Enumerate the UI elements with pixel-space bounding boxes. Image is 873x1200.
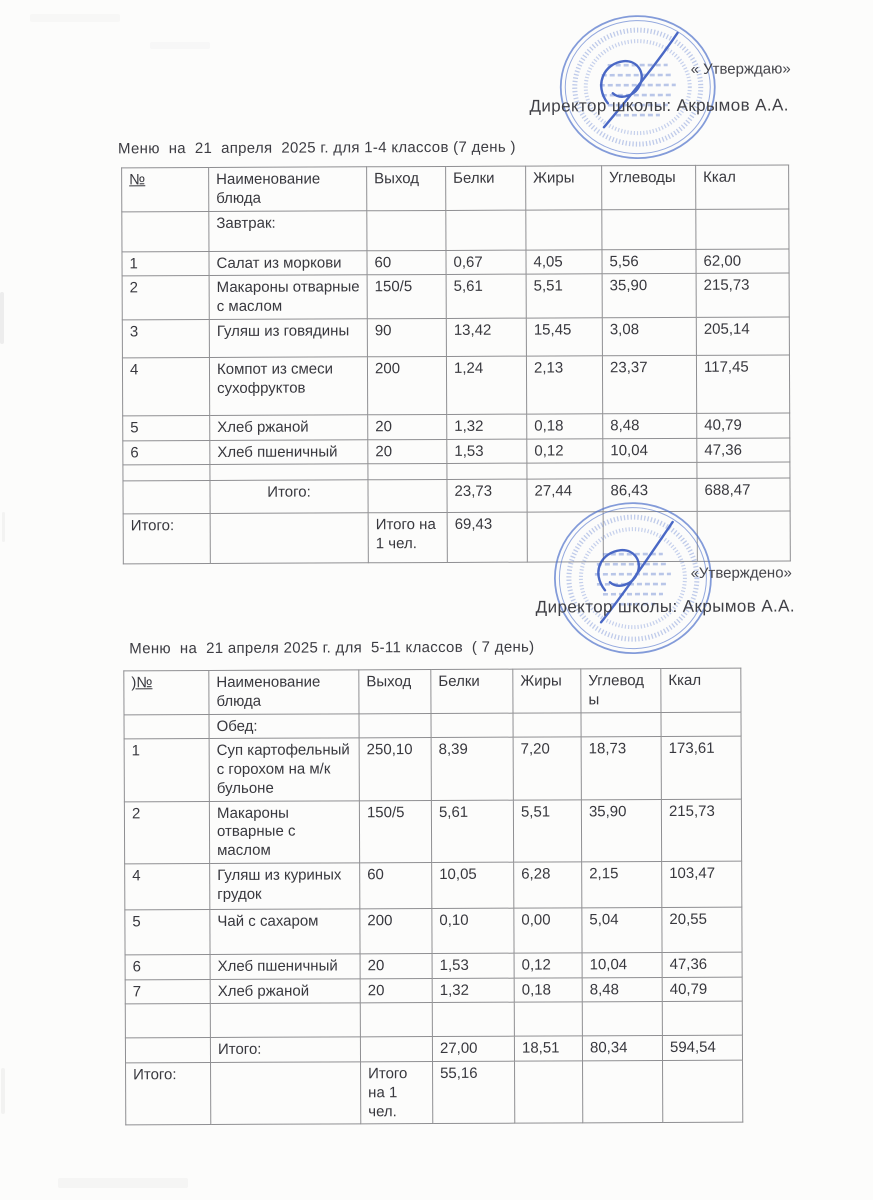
dish-number-cell: 7 — [125, 979, 210, 1004]
protein-cell: 1,32 — [447, 414, 527, 439]
portion-cell: 20 — [368, 439, 447, 464]
protein-cell: 23,73 — [447, 479, 527, 512]
carbs-cell: 35,90 — [602, 274, 696, 318]
dish-name-cell: Хлеб пшеничный — [210, 439, 368, 464]
table-header-row — [122, 165, 789, 211]
table-row — [124, 799, 741, 864]
table-row — [125, 907, 742, 955]
header-cell: Жиры — [513, 669, 581, 713]
carbs-cell: 8,48 — [582, 977, 662, 1002]
director-signature-line: Директор школы: Акрымов А.А. — [529, 95, 789, 116]
portion-cell: 150/5 — [367, 275, 446, 319]
table-row — [123, 437, 790, 465]
kcal-cell: 40,79 — [662, 977, 742, 1002]
header-cell: Углеводы — [602, 165, 696, 209]
table-row — [122, 317, 789, 358]
portion-cell: 20 — [368, 414, 447, 439]
per-person-measure-cell: Итого на 1 чел. — [361, 1062, 433, 1125]
portion-cell: 200 — [360, 908, 432, 953]
portion-cell: 60 — [360, 862, 432, 908]
dish-name-cell: Гуляш из говядины — [209, 319, 367, 358]
per-person-row — [126, 1060, 743, 1125]
dish-name-cell: Суп картофельный с горохом на м/к бульоне — [209, 738, 359, 801]
meal-label-cell: Обед: — [209, 713, 359, 738]
per-person-value-cell: 55,16 — [433, 1061, 515, 1124]
dish-name-cell: Хлеб пшеничный — [210, 954, 360, 979]
fat-cell: 0,18 — [514, 977, 582, 1002]
kcal-cell: 47,36 — [697, 437, 790, 462]
protein-cell: 1,32 — [432, 978, 514, 1003]
kcal-cell: 173,61 — [661, 736, 741, 799]
official-stamp-icon — [552, 9, 723, 166]
dish-name-cell: Гуляш из куриных грудок — [210, 863, 360, 910]
fat-cell: 6,28 — [514, 862, 582, 908]
fat-cell: 0,00 — [514, 908, 582, 953]
kcal-cell: 215,73 — [661, 799, 741, 862]
fat-cell: 0,18 — [527, 414, 603, 439]
fat-cell: 4,05 — [526, 249, 602, 274]
protein-cell: 13,42 — [446, 318, 526, 356]
header-cell: )№ — [124, 670, 209, 714]
director-signature-line: Директор школы: Акрымов А.А. — [535, 596, 796, 617]
protein-cell: 10,05 — [432, 862, 514, 908]
table-row — [122, 273, 789, 319]
carbs-cell: 10,04 — [582, 952, 662, 977]
approval-label: « Утверждаю» — [690, 60, 791, 78]
kcal-cell: 40,79 — [697, 413, 790, 438]
portion-cell: 250,10 — [359, 738, 431, 801]
dish-number-cell: 2 — [124, 801, 209, 864]
portion-cell: 150/5 — [359, 800, 431, 863]
protein-cell: 8,39 — [431, 737, 513, 800]
dish-name-cell: Макароны отварные с маслом — [209, 800, 359, 863]
kcal-cell: 688,47 — [697, 478, 790, 511]
protein-cell: 27,00 — [432, 1036, 514, 1061]
dish-number-cell: 5 — [125, 909, 210, 954]
carbs-cell: 10,04 — [603, 438, 697, 463]
totals-label-cell: Итого: — [210, 1037, 360, 1062]
dish-name-cell: Чай с сахаром — [210, 909, 360, 955]
carbs-cell: 8,48 — [603, 413, 697, 438]
header-cell: Наименование блюда — [209, 167, 367, 211]
totals-label-cell: Итого: — [126, 1062, 211, 1125]
kcal-cell: 205,14 — [696, 317, 789, 355]
table-row — [125, 977, 742, 1004]
dish-number-cell: 4 — [125, 863, 210, 909]
dish-number-cell: 6 — [123, 440, 210, 465]
header-cell: Выход — [367, 166, 446, 210]
dish-number-cell: 2 — [122, 276, 209, 320]
header-cell: Наименование блюда — [209, 670, 359, 714]
portion-cell: 90 — [367, 318, 446, 356]
dish-name-cell: Компот из смеси сухофруктов — [209, 357, 367, 416]
fat-cell: 0,12 — [514, 953, 582, 978]
carbs-cell: 18,73 — [581, 737, 661, 800]
dish-number-cell: 4 — [122, 357, 209, 415]
fat-cell: 18,51 — [514, 1036, 582, 1061]
carbs-cell: 86,43 — [603, 479, 697, 512]
protein-cell: 0,10 — [432, 908, 514, 953]
menu-title: Меню на 21 апреля 2025 г. для 1-4 классов (7 день ) — [117, 138, 516, 158]
dish-number-cell: 1 — [122, 251, 209, 276]
table-row — [125, 861, 742, 910]
empty-row — [125, 1001, 742, 1038]
kcal-cell: 103,47 — [662, 861, 742, 907]
header-cell: Белки — [446, 166, 526, 210]
dish-number-cell: 6 — [125, 954, 210, 979]
header-cell: Ккал — [661, 668, 741, 712]
protein-cell: 5,61 — [431, 800, 513, 863]
header-cell: Ккал — [696, 165, 789, 209]
protein-cell: 1,53 — [432, 953, 514, 978]
menu-title: Меню на 21 апреля 2025 г. для 5-11 классов ( 7 день) — [129, 638, 535, 658]
protein-cell: 1,53 — [447, 439, 527, 464]
dish-number-cell: 3 — [122, 319, 209, 357]
carbs-cell: 5,56 — [602, 249, 696, 274]
carbs-cell: 5,04 — [582, 907, 662, 952]
table-row — [122, 248, 789, 276]
carbs-cell: 23,37 — [602, 355, 696, 413]
portion-cell: 20 — [360, 953, 432, 978]
meal-label-row — [124, 712, 741, 739]
totals-row — [125, 1035, 742, 1062]
carbs-cell: 3,08 — [602, 317, 696, 355]
dish-name-cell: Макароны отварные с маслом — [209, 275, 367, 319]
fat-cell: 27,44 — [527, 479, 603, 512]
menu-table-5-11 — [123, 668, 743, 1126]
fat-cell: 2,13 — [526, 356, 602, 414]
fat-cell: 15,45 — [526, 318, 602, 356]
per-person-value-cell: 69,43 — [447, 512, 527, 562]
header-cell: Белки — [431, 669, 513, 713]
totals-label-cell: Итого: — [123, 514, 210, 564]
portion-cell: 60 — [367, 250, 446, 275]
dish-name-cell: Салат из моркови — [209, 250, 367, 275]
header-cell: Углевод ы — [581, 669, 661, 713]
per-person-measure-cell: Итого на 1 чел. — [368, 513, 447, 563]
portion-cell: 20 — [360, 978, 432, 1003]
fat-cell: 5,51 — [513, 799, 581, 862]
fat-cell: 5,51 — [526, 274, 602, 318]
table-row — [125, 952, 742, 979]
meal-label-cell: Завтрак: — [209, 210, 367, 251]
totals-label-cell: Итого: — [210, 480, 368, 514]
fat-cell: 7,20 — [513, 737, 581, 800]
header-cell: Выход — [359, 670, 431, 714]
carbs-cell: 35,90 — [581, 799, 661, 862]
protein-cell: 1,24 — [446, 356, 526, 414]
kcal-cell: 20,55 — [662, 907, 742, 952]
fat-cell: 0,12 — [527, 438, 603, 463]
kcal-cell: 215,73 — [696, 273, 789, 317]
table-header-row — [124, 668, 741, 714]
meal-label-row — [122, 208, 789, 251]
kcal-cell: 117,45 — [696, 355, 789, 413]
table-row — [123, 413, 790, 441]
table-row — [124, 736, 741, 801]
dish-name-cell: Хлеб ржаной — [210, 978, 360, 1003]
dish-number-cell: 5 — [123, 415, 210, 440]
table-row — [122, 355, 789, 416]
protein-cell: 0,67 — [446, 250, 526, 275]
kcal-cell: 594,54 — [662, 1035, 742, 1060]
carbs-cell: 80,34 — [582, 1036, 662, 1061]
header-cell: № — [122, 167, 209, 211]
carbs-cell: 2,15 — [582, 861, 662, 907]
dish-number-cell: 1 — [124, 739, 209, 802]
kcal-cell: 47,36 — [662, 952, 742, 977]
approval-label: «Утверждено» — [690, 564, 792, 582]
protein-cell: 5,61 — [446, 274, 526, 318]
header-cell: Жиры — [526, 166, 602, 210]
kcal-cell: 62,00 — [696, 248, 789, 273]
portion-cell: 200 — [367, 356, 446, 414]
dish-name-cell: Хлеб ржаной — [210, 415, 368, 440]
